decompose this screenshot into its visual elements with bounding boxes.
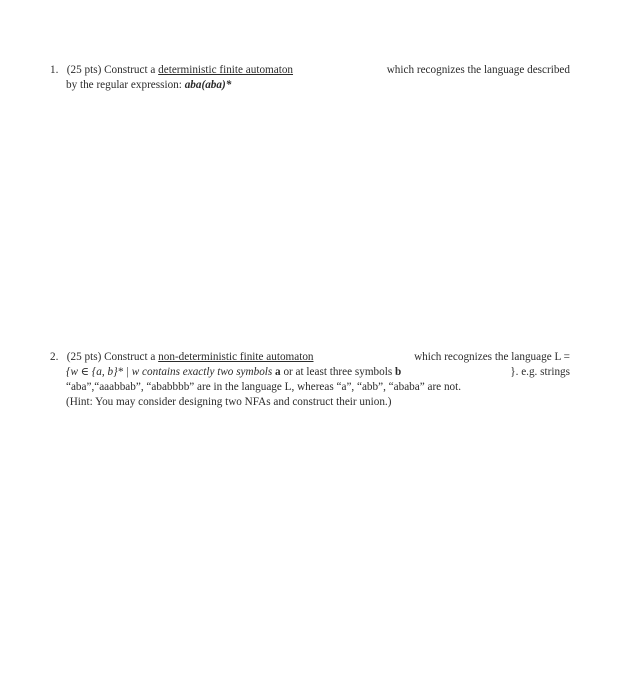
problem-1-line-1 <box>50 63 570 78</box>
problem-2-line-2 <box>50 365 570 380</box>
problem-2-line-2-mid: or at least three symbols <box>283 366 393 378</box>
problem-1-points: (25 pts) <box>66 64 102 76</box>
problem-1-intro: Construct a <box>104 64 156 76</box>
problem-2-points: (25 pts) <box>66 351 102 363</box>
problem-1-term: deterministic finite automaton <box>158 64 294 76</box>
problem-1 <box>50 63 570 93</box>
problem-2-hint: (Hint: You may consider designing two NFAs and construct their union.) <box>66 396 392 408</box>
problem-1-line-2-prefix: by the regular expression: <box>66 79 182 91</box>
problem-1-line-2 <box>50 78 570 93</box>
problem-2-number: 2. <box>50 351 59 363</box>
problem-2-intro: Construct a <box>104 351 156 363</box>
problem-2-symbol-b: b <box>394 366 402 378</box>
problem-2-line-1 <box>50 350 570 365</box>
problem-2-term: non-deterministic finite automaton <box>158 351 314 363</box>
problem-1-number: 1. <box>50 64 59 76</box>
problem-1-after-term: which recognizes the language described <box>386 64 570 76</box>
problem-1-regex: aba(aba)* <box>184 79 232 91</box>
problem-2-line-2-end: }. e.g. strings <box>510 366 570 378</box>
problem-2 <box>50 350 570 410</box>
problem-2-line-3: “aba”,“aaabbab”, “ababbbb” are in the language L, whereas “a”, “abb”, “ababa” are not. <box>66 381 462 393</box>
problem-2-symbol-a: a <box>275 366 281 378</box>
problem-2-after-term: which recognizes the language L = <box>414 351 570 363</box>
problem-2-set-definition: {w ∈ {a, b}* | w contains exactly two symbols <box>66 366 273 378</box>
